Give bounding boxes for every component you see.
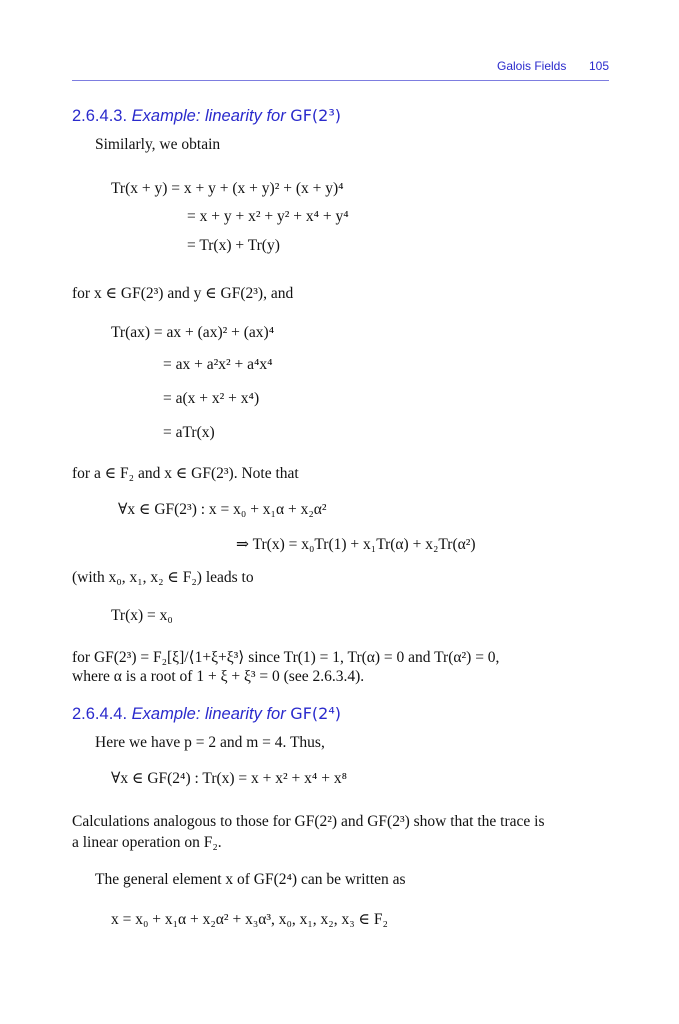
section-title: Example: linearity for bbox=[131, 705, 286, 723]
header-rule bbox=[72, 80, 609, 81]
body-text: for a ∈ F₂ and x ∈ GF(2³). Note that bbox=[72, 465, 299, 482]
body-text: a linear operation on F₂. bbox=[72, 834, 222, 851]
equation-line: ∀x ∈ GF(2³) : x = x₀ + x₁α + x₂α² bbox=[118, 501, 327, 518]
section-number: 2.6.4.4. bbox=[72, 705, 128, 723]
equation-line: = x + y + x² + y² + x⁴ + y⁴ bbox=[187, 208, 349, 225]
section-heading-1 bbox=[72, 106, 341, 126]
section-heading-2 bbox=[72, 704, 341, 724]
equation-line: Tr(x) = x₀ bbox=[111, 607, 173, 624]
section-number: 2.6.4.3. bbox=[72, 107, 128, 125]
equation-line: Tr(ax) = ax + (ax)² + (ax)⁴ bbox=[111, 324, 275, 341]
body-text: for GF(2³) = F₂[ξ]/⟨1+ξ+ξ³⟩ since Tr(1) = 1, Tr(α) = 0 and Tr(α²) = 0, bbox=[72, 649, 500, 666]
body-text: where α is a root of 1 + ξ + ξ³ = 0 (see 2.6.3.4). bbox=[72, 668, 365, 685]
section-title: Example: linearity for bbox=[131, 107, 286, 125]
body-text: (with x₀, x₁, x₂ ∈ F₂) leads to bbox=[72, 569, 254, 586]
body-text: for x ∈ GF(2³) and y ∈ GF(2³), and bbox=[72, 285, 294, 302]
intro-text: Similarly, we obtain bbox=[95, 136, 221, 153]
page-number: 105 bbox=[589, 59, 610, 73]
section-field: GF(2⁴) bbox=[290, 704, 341, 723]
running-title: Galois Fields bbox=[497, 59, 567, 73]
equation-line: ∀x ∈ GF(2⁴) : Tr(x) = x + x² + x⁴ + x⁸ bbox=[111, 770, 347, 787]
equation-line: = Tr(x) + Tr(y) bbox=[187, 237, 280, 254]
equation-line: = ax + a²x² + a⁴x⁴ bbox=[163, 356, 273, 373]
equation-line: ⇒ Tr(x) = x₀Tr(1) + x₁Tr(α) + x₂Tr(α²) bbox=[236, 536, 476, 553]
body-text: Calculations analogous to those for GF(2²) and GF(2³) show that the trace is bbox=[72, 813, 545, 830]
body-text: The general element x of GF(2⁴) can be written as bbox=[95, 871, 406, 888]
equation-line: = a(x + x² + x⁴) bbox=[163, 390, 260, 407]
equation-line: x = x₀ + x₁α + x₂α² + x₃α³, x₀, x₁, x₂, x₃ ∈ F₂ bbox=[111, 911, 388, 928]
section-field: GF(2³) bbox=[290, 106, 341, 125]
intro-text: Here we have p = 2 and m = 4. Thus, bbox=[95, 734, 325, 751]
equation-line: Tr(x + y) = x + y + (x + y)² + (x + y)⁴ bbox=[111, 180, 344, 197]
equation-line: = aTr(x) bbox=[163, 424, 215, 441]
